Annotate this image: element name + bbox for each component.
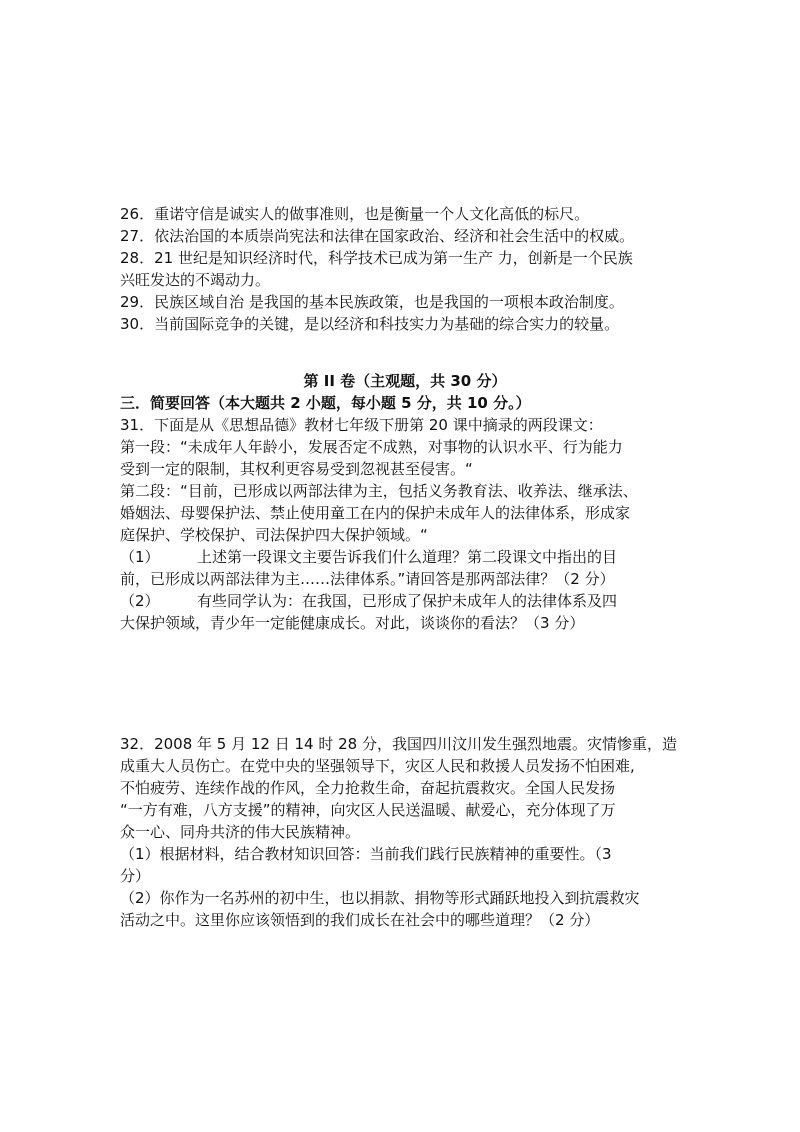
question-31-sub2-line1: （2） 有些同学认为：在我国，已形成了保护未成年人的法律体系及四: [120, 592, 618, 610]
question-31-para2-line1: 第二段：“目前，已形成以两部法律为主，包括义务教育法、收养法、继承法、: [120, 482, 638, 500]
question-31-para1-line1: 第一段：“未成年人年龄小，发展否定不成熟，对事物的认识水平、行为能力: [120, 438, 623, 456]
question-32-line3: 不怕疲劳、连续作战的作风，全力抢救生命，奋起抗震救灾。全国人民发扬: [120, 779, 616, 797]
question-32-sub2-line1: （2）你作为一名苏州的初中生，也以捐款、捐物等形式踊跃地投入到抗震救灾: [120, 889, 640, 907]
question-32-sub1-line2: 分）: [120, 867, 151, 885]
question-32-sub2-line2: 活动之中。这里你应该领悟到的我们成长在社会中的哪些道理？（2 分）: [120, 911, 600, 929]
question-32-line5: 众一心、同舟共济的伟大民族精神。: [120, 823, 361, 841]
question-32-line4: “一方有难，八方支援”的精神，向灾区人民送温暖、献爱心，充分体现了万: [120, 801, 616, 819]
question-31-sub1-line2: 前，已形成以两部法律为主……法律体系。”请回答是那两部法律？（2 分）: [120, 570, 615, 588]
judgement-item-28: 28．21 世纪是知识经济时代，科学技术已成为第一生产 力，创新是一个民族: [120, 249, 633, 267]
question-32-line2: 成重大人员伤亡。在党中央的坚强领导下，灾区人民和救援人员发扬不怕困难,: [120, 757, 635, 775]
question-31-para2-line2: 婚姻法、母婴保护法、禁止使用童工在内的保护未成年人的法律体系，形成家: [120, 504, 631, 522]
part-two-title: 第 II 卷（主观题，共 30 分）: [303, 372, 507, 390]
question-32-sub1-line1: （1）根据材料，结合教材知识回答：当前我们践行民族精神的重要性。（3: [120, 845, 612, 863]
question-31-sub1-line1: （1） 上述第一段课文主要告诉我们什么道理？第二段课文中指出的目: [120, 548, 618, 566]
question-31-sub2-line2: 大保护领域，青少年一定能健康成长。对此，谈谈你的看法？（3 分）: [120, 614, 585, 632]
question-31-para2-line3: 庭保护、学校保护、司法保护四大保护领域。“: [120, 526, 428, 544]
judgement-item-26: 26．重诺守信是诚实人的做事准则，也是衡量一个人文化高低的标尺。: [120, 205, 590, 223]
judgement-item-30: 30．当前国际竞争的关键，是以经济和科技实力为基础的综合实力的较量。: [120, 315, 620, 333]
question-31-para1-line2: 受到一定的限制，其权利更容易受到忽视甚至侵害。“: [120, 460, 473, 478]
section-three-heading: 三．简要回答（本大题共 2 小题，每小题 5 分，共 10 分。）: [120, 394, 531, 412]
judgement-item-29: 29．民族区域自治 是我国的基本民族政策，也是我国的一项根本政治制度。: [120, 293, 624, 311]
question-32-line1: 32．2008 年 5 月 12 日 14 时 28 分，我国四川汶川发生强烈地震。灾情惨重，造: [120, 735, 677, 753]
question-31-intro: 31．下面是从《思想品德》教材七年级下册第 20 课中摘录的两段课文：: [120, 416, 603, 434]
judgement-item-28-cont: 兴旺发达的不竭动力。: [120, 271, 271, 289]
judgement-item-27: 27．依法治国的本质崇尚宪法和法律在国家政治、经济和社会生活中的权威。: [120, 227, 635, 245]
